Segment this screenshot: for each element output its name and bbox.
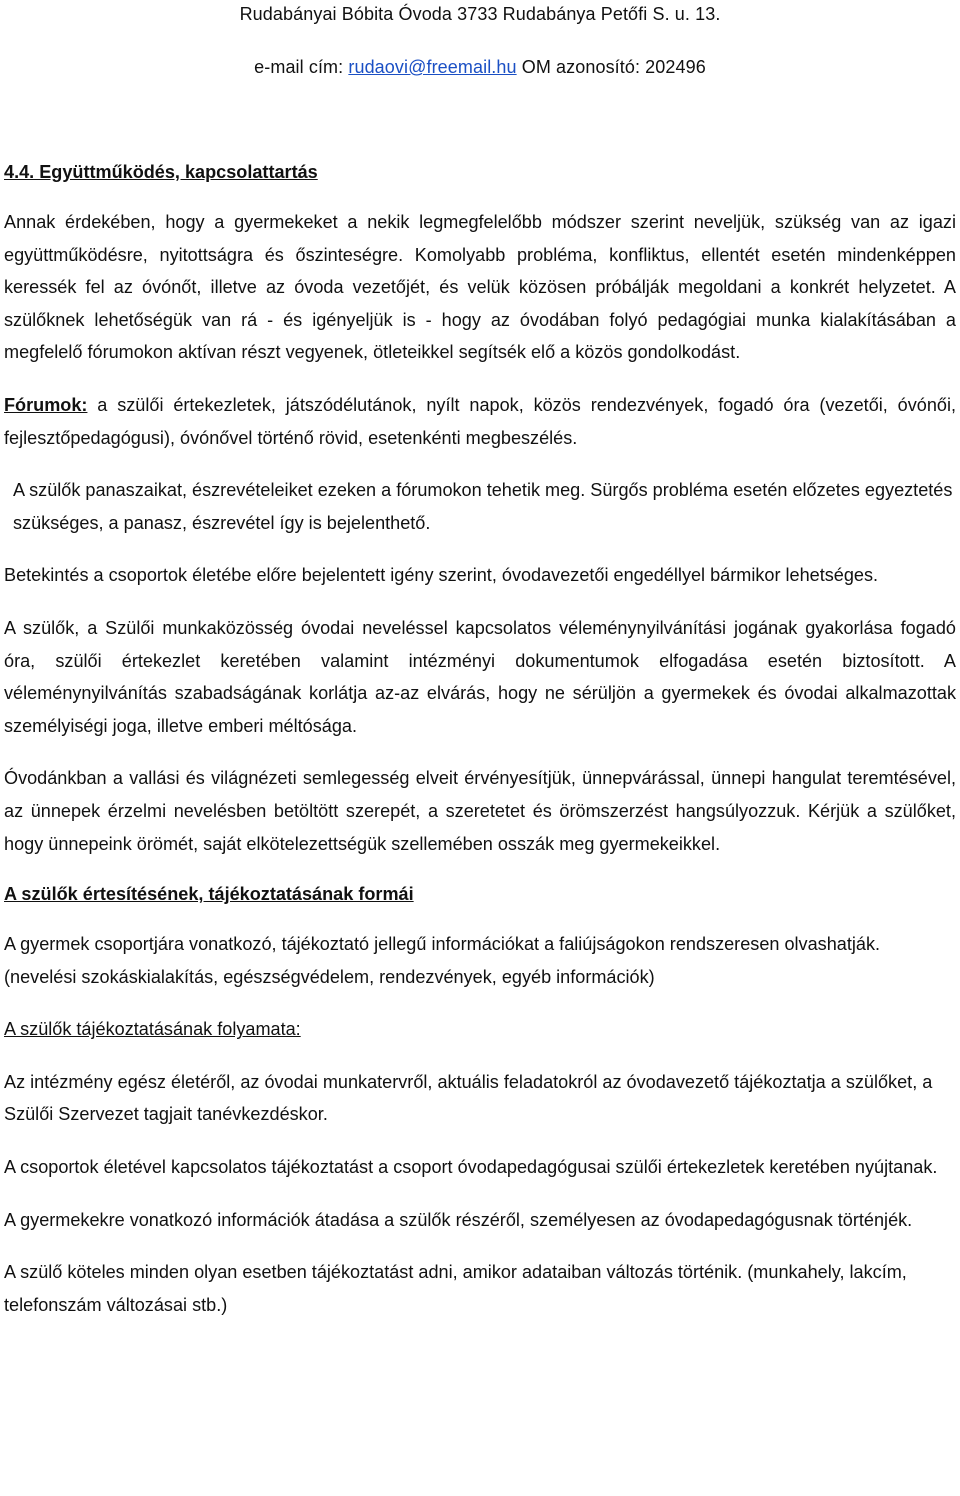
paragraph-neutrality: Óvodánkban a vallási és világnézeti semlegesség elveit érvényesítjük, ünnepvárással, ünnepi hangulat teremtésével, az ünnepek érzelmi nevelésben betöltött szerepét, a szeretetet és örömszerzést hangsúlyozzuk. Kérjük a szülőket, hogy ünnepeink örömét, saját elkötelezettségük szellemében osszák meg gyermekeikkel. xyxy=(4,768,956,854)
document-body xyxy=(4,158,956,1341)
contact-line xyxy=(4,54,956,80)
paragraph-forums xyxy=(4,389,956,454)
paragraph-group-info: A csoportok életével kapcsolatos tájékoztatást a csoport óvodapedagógusai szülői értekezletek keretében nyújtanak. xyxy=(4,1157,938,1178)
paragraph-noticeboard: A gyermek csoportjára vonatkozó, tájékoztató jellegű információkat a faliújságokon rendszeresen olvashatják. (nevelési szokáskialakítás, egészségvédelem, rendezvények, egyéb információk) xyxy=(4,934,881,987)
paragraph-opinion-rights: A szülők, a Szülői munkaközösség óvodai neveléssel kapcsolatos véleménynyilvánítási jogának gyakorlása fogadó óra, szülői értekezlet keretében valamint intézményi dokumentumok elfogadása esetén biztosított. A véleménynyilvánítás szabadságának korlátja az-az elvárás, hogy ne sérüljön a gyermekek és óvodai alkalmazottak személyiségi joga, illetve emberi méltósága. xyxy=(4,617,956,736)
institution-address: Rudabányai Bóbita Óvoda 3733 Rudabánya Petőfi S. u. 13. xyxy=(239,4,721,24)
section-title: 4.4. Együttműködés, kapcsolattartás xyxy=(4,162,318,182)
email-label: e-mail cím: xyxy=(254,57,349,77)
notify-title: A szülők értesítésének, tájékoztatásának formái xyxy=(4,884,414,905)
forums-label: Fórumok: xyxy=(4,394,88,415)
paragraph-complaints: A szülők panaszaikat, észrevételeiket ezeken a fórumokon tehetik meg. Sürgős probléma esetén előzetes egyeztetés szükséges, a panasz, észrevétel így is bejelenthető. xyxy=(13,480,953,533)
paragraph-data-change: A szülő köteles minden olyan esetben tájékoztatást adni, amikor adataiban változás történik. (munkahely, lakcím, telefonszám változásai stb.) xyxy=(4,1262,907,1315)
om-id: OM azonosító: 202496 xyxy=(516,57,706,77)
paragraph-annual-info: Az intézmény egész életéről, az óvodai munkatervről, aktuális feladatokról az óvodavezető tájékoztatja a szülőket, a Szülői Szervezet tagjait tanévkezdéskor. xyxy=(4,1071,933,1125)
paragraph-parent-info: A gyermekekre vonatkozó információk átadása a szülők részéről, személyesen az óvodapedagógusnak történjék. xyxy=(4,1209,913,1230)
process-title: A szülők tájékoztatásának folyamata: xyxy=(4,1019,301,1040)
paragraph-visits: Betekintés a csoportok életébe előre bejelentett igény szerint, óvodavezetői engedéllyel bármikor lehetséges. xyxy=(4,565,879,586)
forums-text: a szülői értekezletek, játszódélutánok, nyílt napok, közös rendezvények, fogadó óra (vezetői, óvónői, fejlesztőpedagógusi), óvónővel történő rövid, esetenkénti megbeszélés. xyxy=(4,394,956,448)
email-link[interactable]: rudaovi@freemail.hu xyxy=(348,57,517,77)
paragraph-cooperation: Annak érdekében, hogy a gyermekeket a nekik legmegfelelőbb módszer szerint neveljük, szükség van az igazi együttműködésre, nyitottságra és őszinteségre. Komolyabb probléma, konfliktus, ellentét esetén mindenképpen keressék fel az óvónőt, illetve az óvoda vezetőjét, és velük közösen próbálják megoldani a konkrét helyzetet. A szülőknek lehetőségük van rá - és igényeljük is - hogy az óvodában folyó pedagógiai munka kialakításában a megfelelő fórumokon aktívan részt vegyenek, ötleteikkel segítsék elő a közös gondolkodást. xyxy=(4,212,956,363)
